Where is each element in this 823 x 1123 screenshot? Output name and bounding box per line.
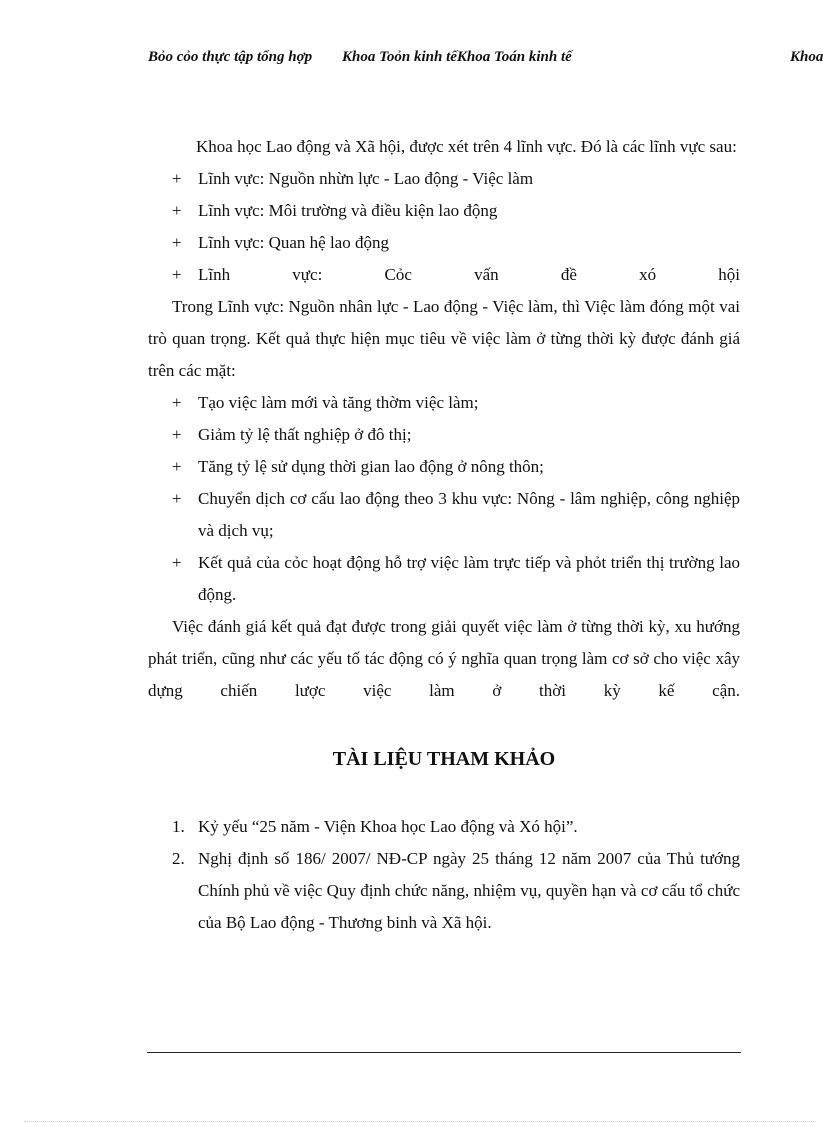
document-body	[148, 131, 740, 939]
field-text: Lĩnh vực: Cỏc vấn đề xó hội	[198, 265, 740, 284]
header-faculty-overflow: Khoa	[790, 49, 823, 65]
list-item	[148, 483, 740, 547]
page-bottom-edge	[24, 1121, 816, 1122]
list-item	[148, 419, 740, 451]
fields-list	[148, 163, 740, 291]
criterion-text: Giảm tỷ lệ thất nghiệp ở đô thị;	[198, 425, 412, 444]
plus-bullet: +	[172, 233, 182, 252]
criterion-text: Kết quả của cỏc hoạt động hỗ trợ việc làm trực tiếp và phỏt triển thị trường lao động.	[198, 553, 740, 604]
page-header	[148, 49, 823, 71]
references-heading: TÀI LIỆU THAM KHẢO	[332, 748, 556, 770]
list-item	[148, 547, 740, 611]
list-item	[148, 227, 740, 259]
list-item	[148, 387, 740, 419]
intro-paragraph: Khoa học Lao động và Xã hội, được xét trên 4 lĩnh vực. Đó là các lĩnh vực sau:	[196, 137, 737, 156]
conclusion-paragraph: Việc đánh giá kết quả đạt được trong giải quyết việc làm ở từng thời kỳ, xu hướng phát triển, cũng như các yếu tố tác động có ý nghĩa quan trọng làm cơ sở cho việc xây dựng chiến lược việc làm ở thời kỳ kế cận.	[148, 617, 740, 700]
criterion-text: Chuyển dịch cơ cấu lao động theo 3 khu vực: Nông - lâm nghiệp, công nghiệp và dịch vụ;	[198, 489, 740, 540]
list-item	[148, 195, 740, 227]
footer-divider	[147, 1052, 741, 1053]
header-faculty: Khoa Toỏn kinh tếKhoa Toán kinh tế	[342, 49, 572, 65]
employment-paragraph: Trong Lĩnh vực: Nguồn nhân lực - Lao động - Việc làm, thì Việc làm đóng một vai trò quan trọng. Kết quả thực hiện mục tiêu về việc làm ở từng thời kỳ được đánh giá trên các mặt:	[148, 297, 740, 380]
plus-bullet: +	[172, 457, 182, 476]
reference-item	[148, 843, 740, 939]
plus-bullet: +	[172, 393, 182, 412]
field-text: Lĩnh vực: Nguồn nhừn lực - Lao động - Việc làm	[198, 169, 534, 188]
plus-bullet: +	[172, 553, 182, 572]
field-text: Lĩnh vực: Môi trường và điều kiện lao động	[198, 201, 498, 220]
plus-bullet: +	[172, 425, 182, 444]
reference-number: 2.	[172, 849, 185, 868]
list-item	[148, 451, 740, 483]
plus-bullet: +	[172, 169, 182, 188]
references-list	[148, 811, 740, 939]
plus-bullet: +	[172, 265, 182, 284]
reference-number: 1.	[172, 817, 185, 836]
list-item	[148, 259, 740, 291]
plus-bullet: +	[172, 489, 182, 508]
field-text: Lĩnh vực: Quan hệ lao động	[198, 233, 389, 252]
list-item	[148, 163, 740, 195]
plus-bullet: +	[172, 201, 182, 220]
reference-text: Kỷ yếu “25 năm - Viện Khoa học Lao động và Xó hội”.	[198, 817, 578, 836]
header-report-title: Bỏo cỏo thực tập tổng hợp	[148, 49, 313, 65]
criteria-list	[148, 387, 740, 611]
reference-item	[148, 811, 740, 843]
reference-text: Nghị định số 186/ 2007/ NĐ-CP ngày 25 tháng 12 năm 2007 của Thủ tướng Chính phủ về việc Quy định chức năng, nhiệm vụ, quyền hạn và cơ cấu tổ chức của Bộ Lao động - Thương binh và Xã hội.	[198, 849, 740, 932]
criterion-text: Tăng tỷ lệ sử dụng thời gian lao động ở nông thôn;	[198, 457, 544, 476]
criterion-text: Tạo việc làm mới và tăng thờm việc làm;	[198, 393, 479, 412]
